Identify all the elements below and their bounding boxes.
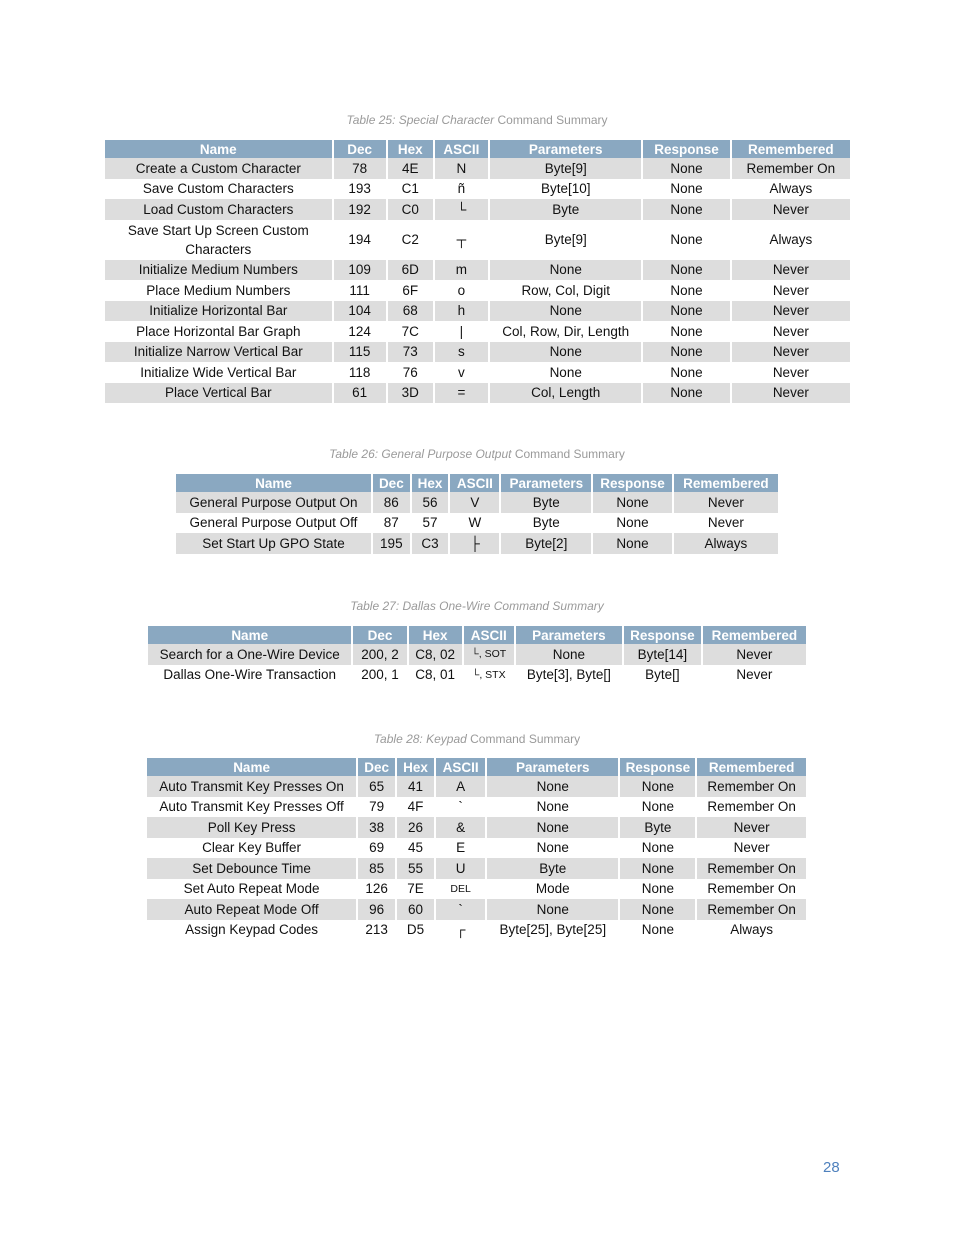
column-header-response: Response: [593, 474, 672, 492]
cell-name: Save Custom Characters: [142, 181, 294, 197]
cell-ascii: v: [458, 364, 465, 380]
cell-parameters: None: [516, 644, 622, 665]
cell-parameters: None: [490, 260, 641, 281]
column-header-remembered: Remembered: [732, 140, 850, 158]
column-header-name: Name: [147, 758, 356, 776]
cell-remembered: Never: [772, 282, 809, 298]
cell-ascii: ├: [450, 533, 499, 554]
cell-parameters: None: [487, 817, 618, 838]
cell-remembered: Never: [697, 817, 806, 838]
cell-dec: 78: [334, 158, 386, 179]
cell-name: Clear Key Buffer: [202, 840, 301, 856]
cell-parameters: Byte: [487, 858, 618, 879]
cell-name: Auto Transmit Key Presses Off: [159, 799, 344, 815]
column-header-hex: Hex: [409, 626, 462, 644]
cell-dec: 86: [373, 492, 410, 513]
cell-response: None: [641, 881, 674, 897]
cell-dec: 193: [348, 181, 371, 197]
cell-remembered: Never: [732, 383, 850, 404]
cell-name: Auto Repeat Mode Off: [147, 899, 356, 920]
cell-name: Auto Transmit Key Presses On: [147, 776, 356, 797]
table-row: [147, 858, 806, 879]
cell-parameters: Mode: [535, 881, 570, 897]
cell-ascii: └, SOT: [464, 644, 514, 665]
cell-name: Load Custom Characters: [105, 199, 332, 220]
table-row: [105, 158, 850, 179]
cell-remembered: Never: [732, 199, 850, 220]
cell-ascii: U: [436, 858, 485, 879]
cell-response: None: [643, 383, 729, 404]
cell-dec: 61: [334, 383, 386, 404]
table-row: [147, 879, 806, 900]
cell-parameters: None: [490, 342, 641, 363]
cell-parameters: Byte: [501, 492, 591, 513]
table-row: [105, 301, 850, 322]
cell-response: None: [670, 232, 703, 247]
cell-hex: 55: [397, 858, 434, 879]
column-header-ascii: ASCII: [435, 140, 488, 158]
table-row: [105, 342, 850, 363]
cell-name: Set Start Up GPO State: [176, 533, 371, 554]
cell-name: Initialize Wide Vertical Bar: [140, 364, 297, 380]
cell-remembered: Always: [769, 232, 813, 247]
cell-hex: 6F: [402, 282, 419, 298]
cell-ascii: A: [436, 776, 485, 797]
cell-dec: 194: [348, 232, 371, 247]
cell-hex: 41: [397, 776, 434, 797]
cell-remembered: Never: [772, 323, 809, 339]
cell-parameters: Byte[2]: [501, 533, 591, 554]
cell-name: Place Horizontal Bar Graph: [136, 323, 301, 339]
cell-remembered: Always: [674, 533, 778, 554]
cell-remembered: Remember On: [697, 776, 806, 797]
cell-parameters: None: [490, 301, 641, 322]
cell-ascii: o: [457, 282, 466, 298]
cell-name: Place Medium Numbers: [146, 282, 291, 298]
cell-ascii: └, STX: [471, 668, 506, 681]
cell-remembered: Always: [769, 181, 813, 197]
cell-parameters: Col, Row, Dir, Length: [502, 323, 630, 339]
cell-remembered: Never: [674, 492, 778, 513]
cell-parameters: Byte: [490, 199, 641, 220]
cell-name: Initialize Medium Numbers: [105, 260, 332, 281]
cell-remembered: Never: [703, 644, 806, 665]
cell-dec: 109: [334, 260, 386, 281]
cell-ascii: V: [450, 492, 499, 513]
cell-remembered: Never: [736, 667, 773, 683]
cell-dec: 124: [348, 323, 371, 339]
column-header-parameters: Parameters: [516, 626, 622, 644]
cell-parameters: None: [487, 899, 618, 920]
cell-hex: 26: [397, 817, 434, 838]
cell-hex: C1: [401, 181, 419, 197]
column-header-hex: Hex: [397, 758, 434, 776]
cell-hex: C3: [412, 533, 449, 554]
cell-name: Initialize Horizontal Bar: [105, 301, 332, 322]
cell-dec: 65: [358, 776, 395, 797]
cell-parameters: None: [536, 840, 569, 856]
cell-dec: 79: [369, 799, 385, 815]
cell-ascii: `: [436, 899, 485, 920]
cell-hex: 4E: [388, 158, 433, 179]
cell-ascii: ñ: [457, 181, 466, 197]
table-row: [105, 383, 850, 404]
column-header-parameters: Parameters: [487, 758, 618, 776]
cell-name: Assign Keypad Codes: [185, 922, 318, 938]
table-row: [176, 513, 778, 534]
cell-parameters: Row, Col, Digit: [521, 282, 610, 298]
cell-ascii: DEL: [450, 882, 471, 895]
cell-dec: 87: [383, 515, 399, 531]
cell-response: Byte: [620, 817, 695, 838]
cell-parameters: None: [549, 364, 582, 380]
cell-hex: 56: [412, 492, 449, 513]
column-header-remembered: Remembered: [674, 474, 778, 492]
cell-response: None: [593, 492, 672, 513]
cell-dec: 213: [365, 922, 388, 938]
cell-hex: 3D: [388, 383, 433, 404]
cell-response: None: [641, 922, 674, 938]
table-row: [147, 817, 806, 838]
column-header-ascii: ASCII: [450, 474, 499, 492]
cell-name: Poll Key Press: [147, 817, 356, 838]
table-28: [145, 758, 808, 940]
cell-dec: 118: [348, 364, 371, 380]
cell-parameters: Byte[10]: [540, 181, 591, 197]
cell-dec: 200, 2: [353, 644, 406, 665]
cell-name: Initialize Narrow Vertical Bar: [105, 342, 332, 363]
cell-parameters: Byte: [532, 515, 560, 531]
cell-dec: 85: [358, 858, 395, 879]
table-25: [103, 140, 852, 403]
table-header-row: [147, 758, 806, 776]
table-row: [147, 920, 806, 941]
cell-remembered: Never: [772, 364, 809, 380]
cell-remembered: Remember On: [732, 158, 850, 179]
cell-parameters: None: [536, 799, 569, 815]
column-header-response: Response: [643, 140, 729, 158]
cell-parameters: Col, Length: [490, 383, 641, 404]
cell-remembered: Remember On: [697, 899, 806, 920]
cell-response: None: [643, 301, 729, 322]
column-header-hex: Hex: [388, 140, 433, 158]
cell-dec: 126: [365, 881, 388, 897]
cell-remembered: Remember On: [707, 881, 796, 897]
cell-response: None: [620, 858, 695, 879]
table-27-caption: Table 27: Dallas One-Wire Command Summary: [350, 599, 604, 613]
table-row: [147, 838, 806, 859]
cell-name: Save Start Up Screen Custom Characters: [127, 222, 309, 257]
cell-hex: 7C: [401, 323, 419, 339]
cell-response: None: [643, 199, 729, 220]
cell-dec: 104: [334, 301, 386, 322]
column-header-response: Response: [620, 758, 695, 776]
cell-ascii: h: [435, 301, 488, 322]
cell-response: None: [643, 342, 729, 363]
cell-remembered: Never: [732, 342, 850, 363]
cell-dec: 192: [334, 199, 386, 220]
cell-parameters: Byte[25], Byte[25]: [499, 922, 607, 938]
cell-response: None: [670, 181, 703, 197]
cell-ascii: └: [435, 199, 488, 220]
cell-dec: 115: [334, 342, 386, 363]
cell-name: Dallas One-Wire Transaction: [163, 667, 336, 683]
column-header-parameters: Parameters: [490, 140, 641, 158]
table-row: [176, 492, 778, 513]
cell-remembered: Always: [730, 922, 774, 938]
table-26-caption: Table 26: General Purpose Output Command Summary: [329, 447, 625, 461]
cell-name: Search for a One-Wire Device: [148, 644, 351, 665]
cell-response: None: [620, 776, 695, 797]
page-number: 28: [823, 1159, 840, 1176]
cell-dec: 96: [358, 899, 395, 920]
column-header-dec: Dec: [334, 140, 386, 158]
column-header-ascii: ASCII: [464, 626, 514, 644]
table-row: [105, 280, 850, 301]
cell-response: None: [670, 364, 703, 380]
cell-response: None: [641, 799, 674, 815]
cell-remembered: Never: [732, 260, 850, 281]
table-row: [105, 199, 850, 220]
cell-parameters: Byte[9]: [544, 232, 587, 247]
table-25-caption: Table 25: Special Character Command Summary: [346, 113, 608, 127]
table-row: [176, 533, 778, 554]
column-header-ascii: ASCII: [436, 758, 485, 776]
cell-response: None: [641, 840, 674, 856]
cell-hex: C0: [388, 199, 433, 220]
cell-hex: 7E: [407, 881, 424, 897]
table-row: [105, 260, 850, 281]
table-row: [105, 321, 850, 342]
cell-ascii: m: [435, 260, 488, 281]
table-row: [105, 362, 850, 383]
cell-hex: C8, 02: [409, 644, 462, 665]
cell-dec: 195: [373, 533, 410, 554]
cell-response: None: [616, 515, 649, 531]
cell-ascii: W: [468, 515, 482, 531]
cell-name: General Purpose Output On: [176, 492, 371, 513]
table-row: [147, 797, 806, 818]
table-header-row: [148, 626, 806, 644]
cell-response: None: [620, 899, 695, 920]
column-header-name: Name: [176, 474, 371, 492]
cell-hex: 73: [388, 342, 433, 363]
cell-hex: 45: [408, 840, 424, 856]
cell-hex: 76: [402, 364, 418, 380]
cell-ascii: |: [459, 323, 464, 339]
cell-dec: 69: [369, 840, 385, 856]
column-header-name: Name: [105, 140, 332, 158]
table-26: [174, 474, 780, 554]
table-row: [105, 179, 850, 200]
cell-ascii: E: [456, 840, 466, 856]
cell-ascii: `: [458, 799, 463, 815]
cell-remembered: Never: [733, 840, 770, 856]
column-header-dec: Dec: [358, 758, 395, 776]
cell-hex: 4F: [407, 799, 424, 815]
column-header-remembered: Remembered: [697, 758, 806, 776]
cell-response: None: [593, 533, 672, 554]
cell-hex: C8, 01: [415, 667, 455, 683]
cell-response: None: [643, 158, 729, 179]
cell-ascii: ┬: [456, 232, 467, 247]
table-27: [146, 626, 808, 685]
table-row: [148, 665, 806, 686]
cell-response: None: [670, 323, 703, 339]
cell-hex: 57: [422, 515, 438, 531]
column-header-name: Name: [148, 626, 351, 644]
cell-hex: C2: [401, 232, 419, 247]
cell-ascii: &: [436, 817, 485, 838]
cell-hex: 6D: [388, 260, 433, 281]
cell-name: Place Vertical Bar: [105, 383, 332, 404]
column-header-dec: Dec: [373, 474, 410, 492]
cell-name: Set Auto Repeat Mode: [183, 881, 320, 897]
cell-name: General Purpose Output Off: [189, 515, 358, 531]
cell-dec: 38: [358, 817, 395, 838]
cell-dec: 200, 1: [361, 667, 399, 683]
table-28-caption: Table 28: Keypad Command Summary: [373, 732, 581, 746]
cell-name: Set Debounce Time: [147, 858, 356, 879]
table-row: [148, 644, 806, 665]
cell-dec: 111: [349, 282, 370, 298]
column-header-response: Response: [624, 626, 701, 644]
cell-parameters: Byte[3], Byte[]: [526, 667, 611, 683]
column-header-remembered: Remembered: [703, 626, 806, 644]
table-row: [147, 776, 806, 797]
cell-response: Byte[14]: [624, 644, 701, 665]
cell-remembered: Remember On: [707, 799, 796, 815]
cell-hex: 68: [388, 301, 433, 322]
cell-name: Create a Custom Character: [105, 158, 332, 179]
column-header-parameters: Parameters: [501, 474, 591, 492]
cell-ascii: ┌: [455, 922, 466, 938]
table-header-row: [105, 140, 850, 158]
cell-parameters: Byte[9]: [490, 158, 641, 179]
cell-response: None: [670, 282, 703, 298]
column-header-hex: Hex: [412, 474, 449, 492]
table-row: [105, 220, 850, 260]
cell-remembered: Never: [732, 301, 850, 322]
cell-remembered: Never: [707, 515, 744, 531]
cell-remembered: Remember On: [697, 858, 806, 879]
cell-response: None: [643, 260, 729, 281]
cell-parameters: None: [487, 776, 618, 797]
cell-response: Byte[]: [645, 667, 680, 683]
table-row: [147, 899, 806, 920]
cell-hex: D5: [406, 922, 425, 938]
cell-ascii: s: [435, 342, 488, 363]
column-header-dec: Dec: [353, 626, 406, 644]
cell-ascii: =: [435, 383, 488, 404]
table-header-row: [176, 474, 778, 492]
cell-ascii: N: [435, 158, 488, 179]
cell-hex: 60: [397, 899, 434, 920]
